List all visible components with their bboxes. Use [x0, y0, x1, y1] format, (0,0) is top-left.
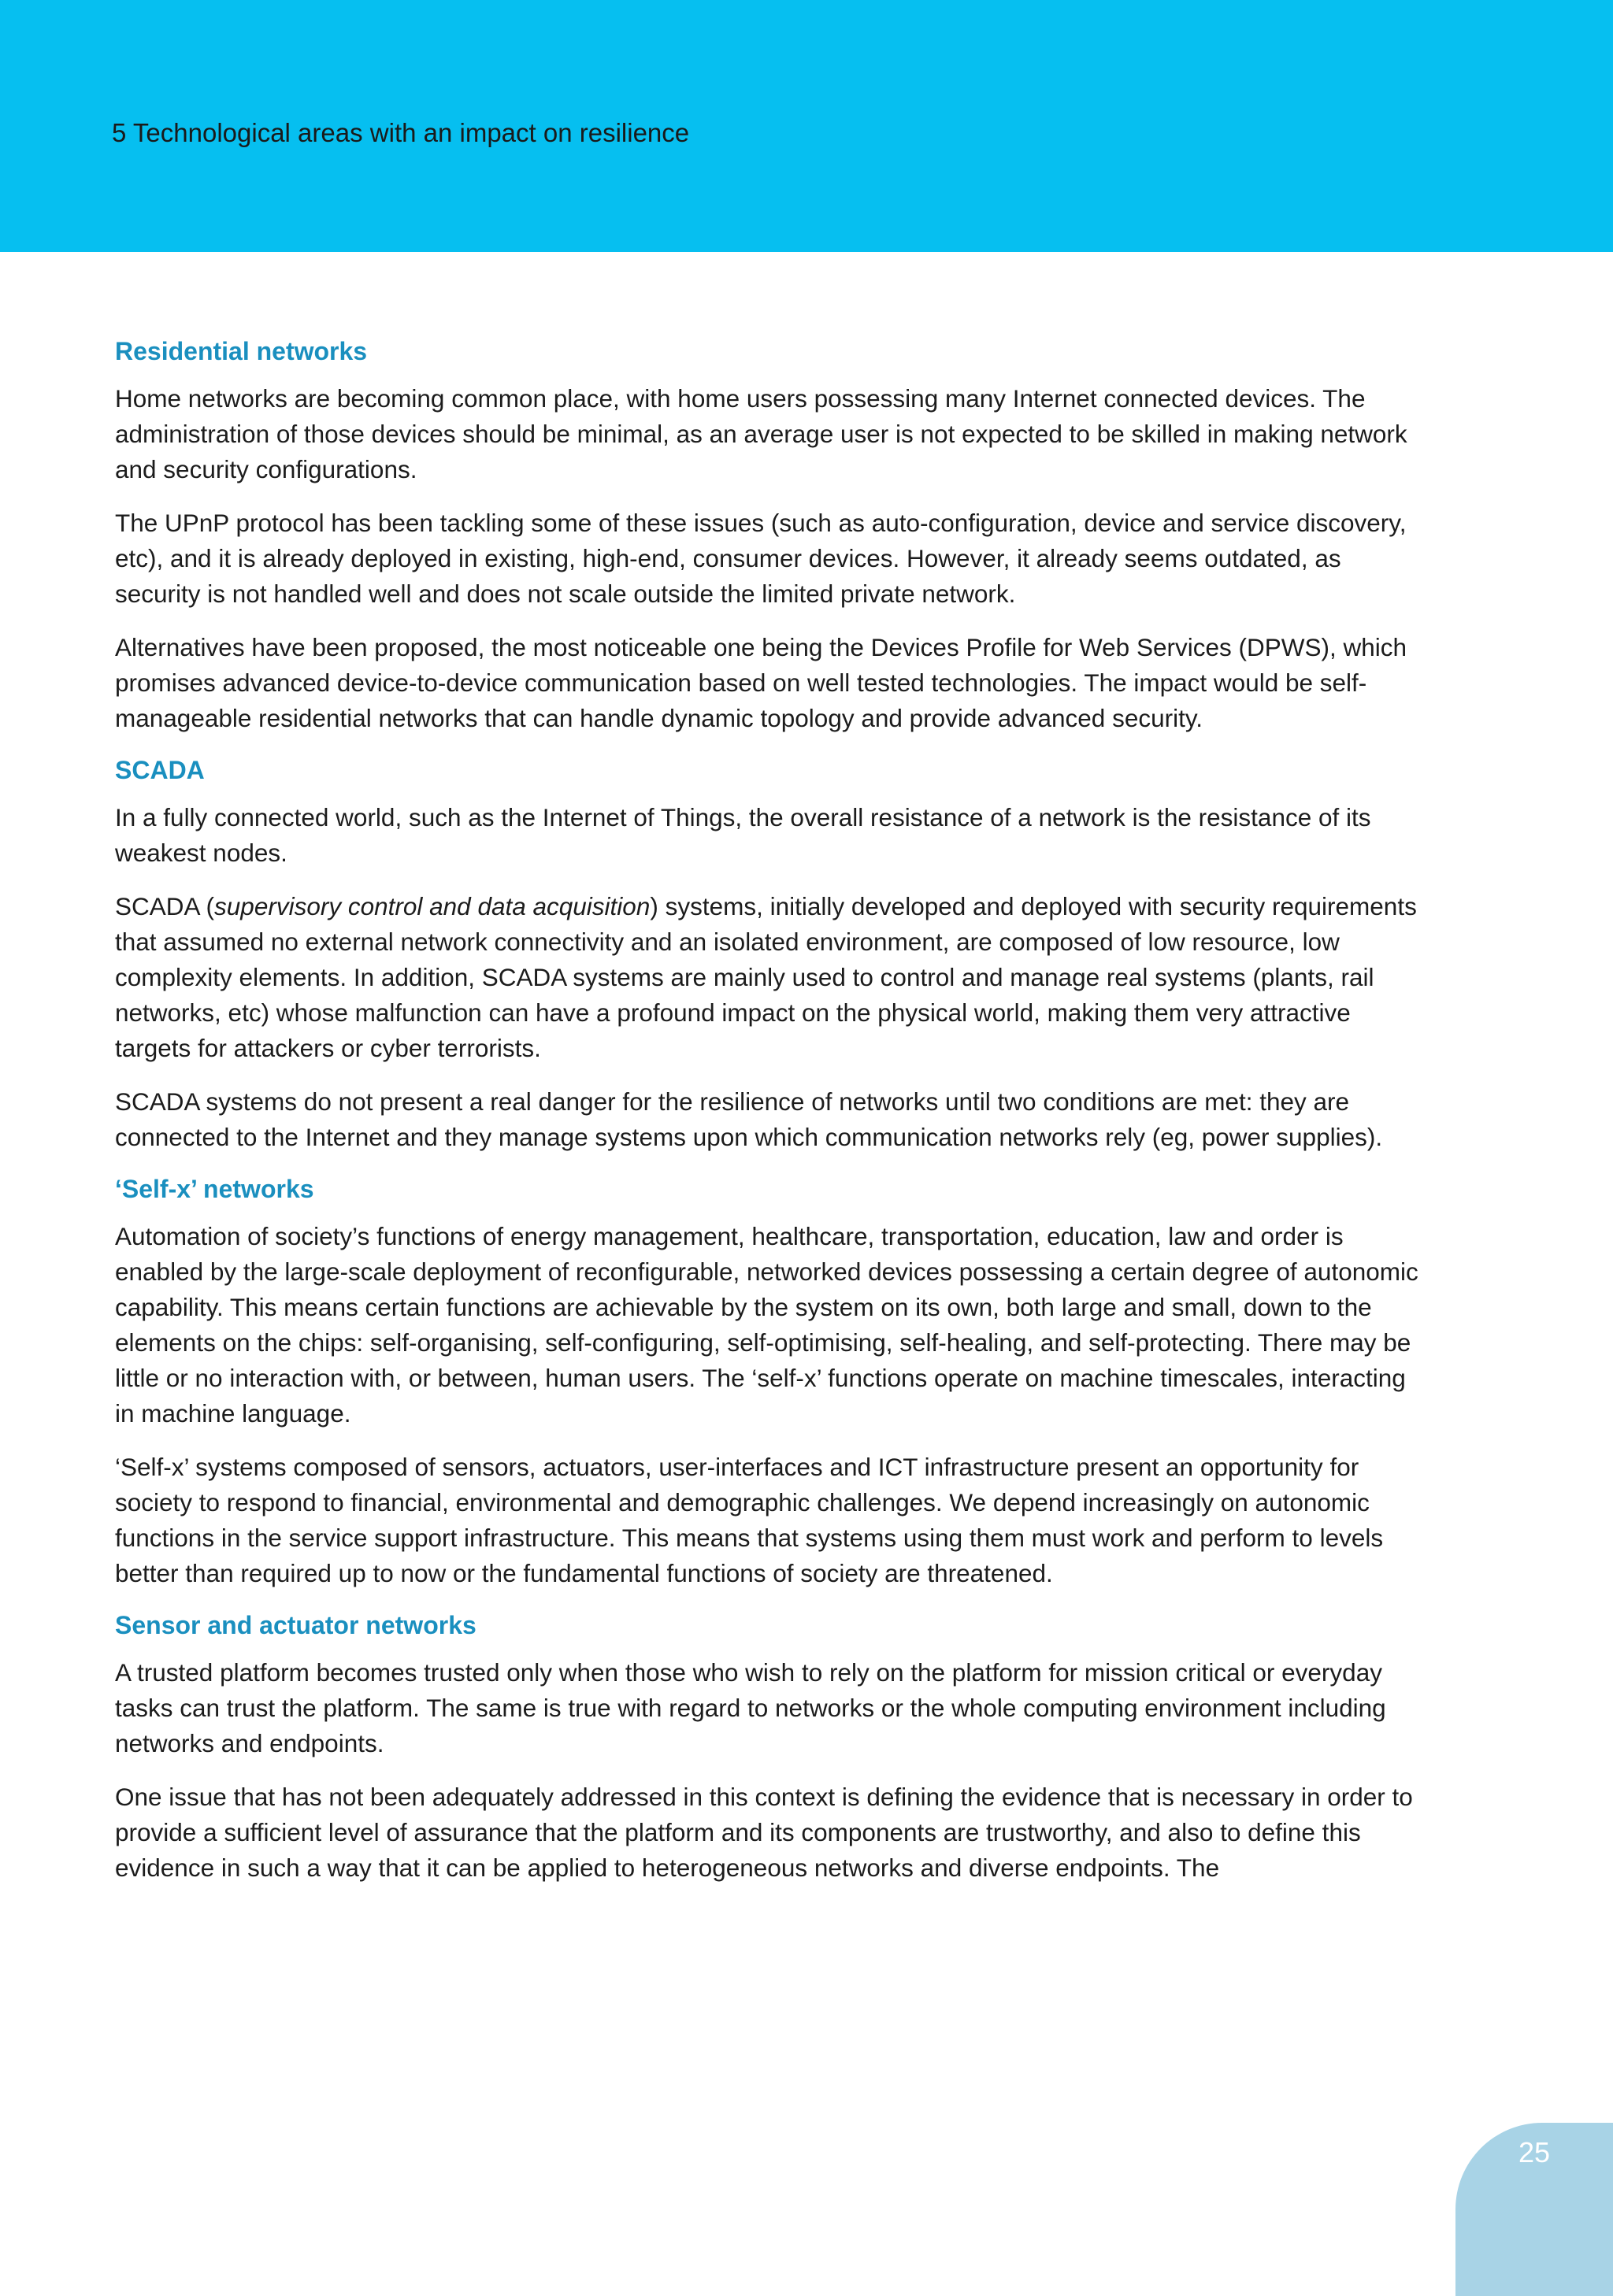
page-body — [115, 335, 1430, 1904]
body-paragraph — [115, 889, 1430, 1066]
section-heading: SCADA — [115, 756, 205, 784]
section-self-x-networks — [115, 1173, 1430, 1591]
body-paragraph: Home networks are becoming common place, with home users possessing many Internet connected devices. The administration of those devices should be minimal, as an average user is not expected to be skilled in making network and security configurations. — [115, 384, 1407, 483]
scada-paragraph-text: systems, initially developed and deployed with security requirements that assumed no external network connectivity and an isolated environment, are composed of low resource, low complexity elements. In addition, SCADA systems are mainly used to control and manage real systems (plants, rail networks, etc) whose malfunction can have a profound impact on the physical world, making them very attractive targets for attackers or cyber terrorists. — [115, 892, 1417, 1062]
section-residential-networks — [115, 335, 1430, 736]
body-paragraph: ‘Self-x’ systems composed of sensors, actuators, user-interfaces and ICT infrastructure present an opportunity for society to respond to financial, environmental and demographic challenges. We depend increasingly on autonomic functions in the service support infrastructure. This means that systems using them must work and perform to levels better than required up to now or the fundamental functions of society are threatened. — [115, 1453, 1384, 1587]
section-heading: Sensor and actuator networks — [115, 1611, 476, 1639]
section-sensor-actuator-networks — [115, 1609, 1430, 1886]
section-heading: ‘Self-x’ networks — [115, 1175, 314, 1203]
body-paragraph: One issue that has not been adequately addressed in this context is defining the evidence that is necessary in order to provide a sufficient level of assurance that the platform and its components are trustworthy, and also to define this evidence in such a way that it can be applied to heterogeneous networks and diverse endpoints. The — [115, 1783, 1413, 1882]
body-paragraph: SCADA systems do not present a real danger for the resilience of networks until two conditions are met: they are connected to the Internet and they manage systems upon which communication networks rely (eg, power supplies). — [115, 1087, 1383, 1151]
page-number: 25 — [1518, 2136, 1551, 2168]
body-paragraph: The UPnP protocol has been tackling some of these issues (such as auto-configuration, device and service discovery, etc), and it is already deployed in existing, high-end, consumer devices. However, it already seems outdated, as security is not handled well and does not scale outside the limited private network. — [115, 509, 1407, 608]
section-scada — [115, 754, 1430, 1155]
body-paragraph: Automation of society’s functions of energy management, healthcare, transportation, education, law and order is enabled by the large-scale deployment of reconfigurable, networked devices possessing a certain degree of autonomic capability. This means certain functions are achievable by the system on its own, both large and small, down to the elements on the chips: self-organising, self-configuring, self-optimising, self-healing, and self-protecting. There may be little or no interaction with, or between, human users. The ‘self-x’ functions operate on machine timescales, interacting in machine language. — [115, 1222, 1418, 1428]
scada-prefix: SCADA ( — [115, 892, 215, 920]
scada-expansion: supervisory control and data acquisition — [214, 892, 651, 920]
body-paragraph: Alternatives have been proposed, the most noticeable one being the Devices Profile for Web Services (DPWS), which promises advanced device-to-device communication based on well tested technologies. The impact would be self-manageable residential networks that can handle dynamic topology and provide advanced security. — [115, 633, 1407, 732]
scada-suffix: ) — [650, 892, 666, 920]
chapter-title: 5 Technological areas with an impact on resilience — [112, 118, 690, 147]
header-band — [0, 0, 1613, 252]
body-paragraph: In a fully connected world, such as the Internet of Things, the overall resistance of a network is the resistance of its weakest nodes. — [115, 803, 1371, 867]
section-heading: Residential networks — [115, 337, 368, 365]
body-paragraph: A trusted platform becomes trusted only when those who wish to rely on the platform for mission critical or everyday tasks can trust the platform. The same is true with regard to networks or the whole computing environment including networks and endpoints. — [115, 1658, 1386, 1757]
